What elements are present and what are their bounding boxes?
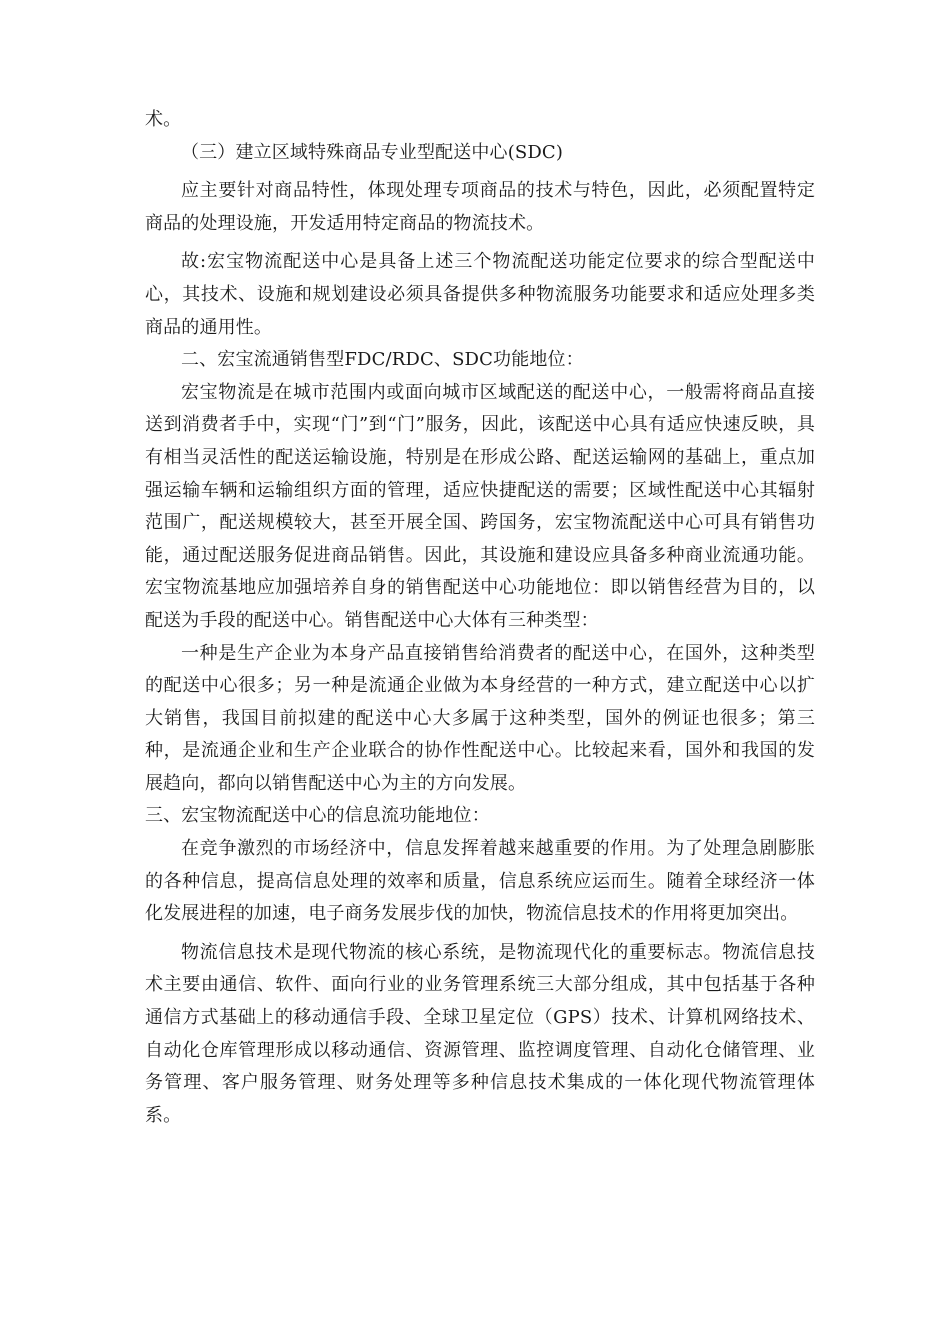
paragraph-sdc-description: 应主要针对商品特性，体现处理专项商品的技术与特色，因此，必须配置特定商品的处理设施，开发适用特定商品的物流技术。 xyxy=(145,180,815,234)
paragraph-logistics-it: 物流信息技术是现代物流的核心系统，是物流现代化的重要标志。物流信息技术主要由通信、软件、面向行业的业务管理系统三大部分组成，其中包括基于各种通信方式基础上的移动通信手段、全球卫星定位（GPS）技术、计算机网络技术、自动化仓库管理形成以移动通信、资源管理、监控调度管理、自动化仓储管理、业务管理、客户服务管理、财务处理等多种信息技术集成的一体化现代物流管理体系。 xyxy=(145,941,815,1126)
section-heading-information-flow: 三、宏宝物流配送中心的信息流功能地位： xyxy=(145,805,490,827)
paragraph-information-systems: 在竞争激烈的市场经济中，信息发挥着越来越重要的作用。为了处理急剧膨胀的各种信息，提高信息处理的效率和质量，信息系统应运而生。随着全球经济一体化发展进程的加速，电子商务发展步伐的加快，物流信息技术的作用将更加突出。 xyxy=(145,838,815,925)
section-heading-fdc-rdc: 二、宏宝流通销售型FDC/RDC、SDC功能地位： xyxy=(181,349,584,371)
paragraph-continuation: 术。 xyxy=(145,109,182,130)
document-page xyxy=(145,104,815,1132)
section-heading-sdc: （三）建立区域特殊商品专业型配送中心(SDC) xyxy=(181,141,564,163)
paragraph-summary: 故:宏宝物流配送中心是具备上述三个物流配送功能定位要求的综合型配送中心，其技术、设施和规划建设必须具备提供多种物流服务功能要求和适应处理多类商品的通用性。 xyxy=(145,251,815,338)
paragraph-three-types: 一种是生产企业为本身产品直接销售给消费者的配送中心，在国外，这种类型的配送中心很多；另一种是流通企业做为本身经营的一种方式，建立配送中心以扩大销售，我国目前拟建的配送中心大多属于这种类型，国外的例证也很多；第三种，是流通企业和生产企业联合的协作性配送中心。比较起来看，国外和我国的发展趋向，都向以销售配送中心为主的方向发展。 xyxy=(145,642,815,794)
paragraph-sales-distribution: 宏宝物流是在城市范围内或面向城市区域配送的配送中心，一般需将商品直接送到消费者手中，实现“门”到“门”服务，因此，该配送中心具有适应快速反映，具有相当灵活性的配送运输设施，特别是在形成公路、配送运输网的基础上，重点加强运输车辆和运输组织方面的管理，适应快捷配送的需要；区域性配送中心其辐射范围广，配送规模较大，甚至开展全国、跨国务，宏宝物流配送中心可具有销售功能，通过配送服务促进商品销售。因此，其设施和建设应具备多种商业流通功能。宏宝物流基地应加强培养自身的销售配送中心功能地位：即以销售经营为目的，以配送为手段的配送中心。销售配送中心大体有三种类型： xyxy=(145,381,815,631)
